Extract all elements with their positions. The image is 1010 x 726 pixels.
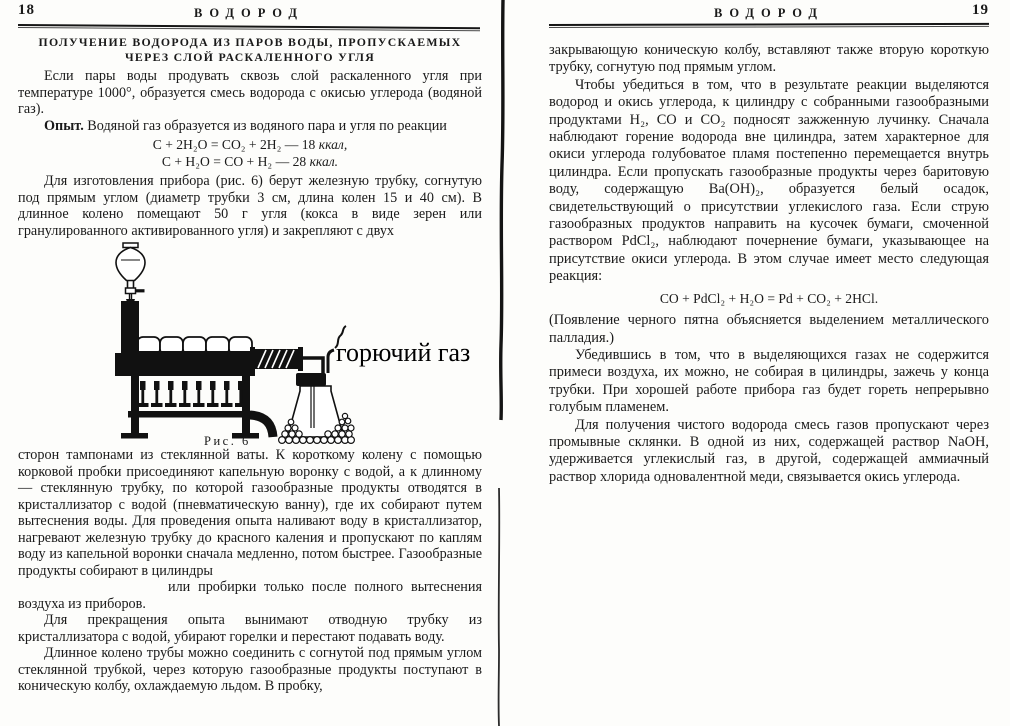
page-18-header	[18, 0, 480, 27]
page-18	[0, 0, 500, 726]
equation-pdcl2: CO + PdCl₂ + H₂O = Pd + CO₂ + 2HCl.	[659, 290, 879, 306]
outlet-tube	[328, 350, 334, 373]
paragraph-stop-experiment: Для прекращения опыта вынимают отводную трубку из кристаллизатора с водой, убирают горелки и перестают подавать воду.	[18, 612, 482, 645]
experiment-label: Опыт.	[44, 117, 84, 134]
paragraph-device: Для изготовления прибора (рис. 6) берут железную трубку, согнутую под прямым углом (диаметр трубки 3 см, длина колен 15 и 40 см). В длинное колено помещают 50 г угля (кокса в виде зерен или гранулированного активированного угля) и закрепляют с двух	[18, 173, 482, 239]
paragraph-pure-hydrogen: Для получения чистого водорода смесь газов пропускают через промывные склянки. В одной из них, содержащей раствор NaOH, удерживается углекислый газ, в другой, содержащей аммиачный раствор хлорида одновалентной меди, связывается окись углерода.	[549, 416, 989, 485]
section-heading-line2: ЧЕРЕЗ СЛОЙ РАСКАЛЕННОГО УГЛЯ	[124, 49, 376, 64]
paragraph-ignite: Убедившись в том, что в выделяющихся газах не содержится примеси воздуха, их можно, не собирая в цилиндры, зажечь у конца трубки. При хорошей работе прибора газ будет гореть непрерывно голубым пламенем.	[549, 347, 989, 416]
gas-delivery-tube	[303, 358, 323, 375]
furnace-tube	[115, 301, 273, 439]
equation-2-unit: ккал.	[309, 153, 339, 169]
paragraph-palladium-note: (Появление черного пятна объясняется выделением металлического палладия.)	[549, 312, 989, 346]
paragraph-after-figure: сторон тампонами из стеклянной ваты. К короткому колену с помощью корковой пробки присоединяют капельную воронку с водой, а к длинному — стеклянную трубку, по которой газообразные продукты отводятся в кристаллизатор с водой (пневматическую ванну), где их собирают путем вытеснения воды. Для проведения опыта наливают воду в кристаллизатор, нагревают железную трубку до красного каления и пропускают по каплям воду из капельной воронки сначала медленно, потом быстрее. Газообразные продукты собирают в цилиндры	[18, 447, 482, 579]
page-number: 19	[972, 2, 989, 18]
page-19-header	[549, 0, 989, 27]
paragraph-long-knee: Длинное колено трубы можно соединить с согнутой под прямым углом стеклянной трубкой, через которую газообразные продукты поступают в коническую колбу, охлаждаемую льдом. В пробку,	[18, 645, 482, 694]
flask-stopper	[296, 373, 326, 386]
equation-1: C + 2H₂O = CO₂ + 2H₂ — 18 ккал,	[152, 137, 348, 152]
header-rule	[549, 23, 989, 31]
apparatus-diagram	[90, 241, 370, 447]
page-19-text	[549, 27, 989, 486]
equation-1-unit: ккал,	[318, 137, 348, 152]
equation-block	[18, 137, 482, 170]
rubber-sleeve	[250, 347, 303, 371]
header-rule	[18, 24, 480, 34]
stopcock	[126, 288, 136, 294]
dropping-funnel	[116, 243, 145, 305]
running-head: ВОДОРОД	[713, 6, 825, 20]
paragraph-verification: Чтобы убедиться в том, что в результате реакции выделяются водород и окись углерода, к цилиндру с собранными газообразными продуктами H₂, CO и CO₂ подносят зажженную лучинку. Сначала наблюдают горение водорода вне цилиндра, затем характерное для окиси углерода голубоватое пламя постепенно перемещается внутрь цилиндра. Если пропускать газообразные продукты через баритовую воду, содержащую Ba(OH)₂, образуется белый осадок, свидетельствующий о присутствии углекислого газа. Если струю газообразных продуктов направить на кусочек бумаги, смоченной раствором PdCl₂, наблюдают почернение бумаги, указывающее на присутствие окиси углерода. В этом случае имеет место следующая реакция:	[549, 76, 989, 285]
paragraph-intro: Если пары воды продувать сквозь слой раскаленного угля при температуре 1000°, образуется смесь водорода с окисью углерода (водяной газ).	[18, 68, 482, 117]
paragraph-continuation: закрывающую коническую колбу, вставляют также вторую короткую трубку, согнутую под прямым углом.	[549, 42, 989, 76]
section-heading-line1: ПОЛУЧЕНИЕ ВОДОРОДА ИЗ ПАРОВ ВОДЫ, ПРОПУСКАЕМЫХ	[38, 35, 462, 49]
equation-2: C + H₂O = CO + H₂ — 28 ккал.	[161, 153, 339, 169]
figure-caption: Рис. 6	[204, 434, 251, 448]
figure-6	[18, 241, 482, 447]
page-18-text	[18, 35, 482, 695]
burner-row	[137, 381, 247, 407]
experiment-text: Водяной газ образуется из водяного пара и угля по реакции	[83, 117, 447, 134]
running-head: ВОДОРОД	[193, 6, 305, 20]
paragraph-experiment	[18, 118, 482, 135]
page-19	[506, 0, 1010, 726]
page-number: 18	[18, 2, 35, 18]
figure-label-combustible-gas: горючий газ	[336, 338, 471, 367]
paragraph-after-figure-continuation: или пробирки только после полного вытеснения воздуха из приборов.	[18, 579, 482, 612]
